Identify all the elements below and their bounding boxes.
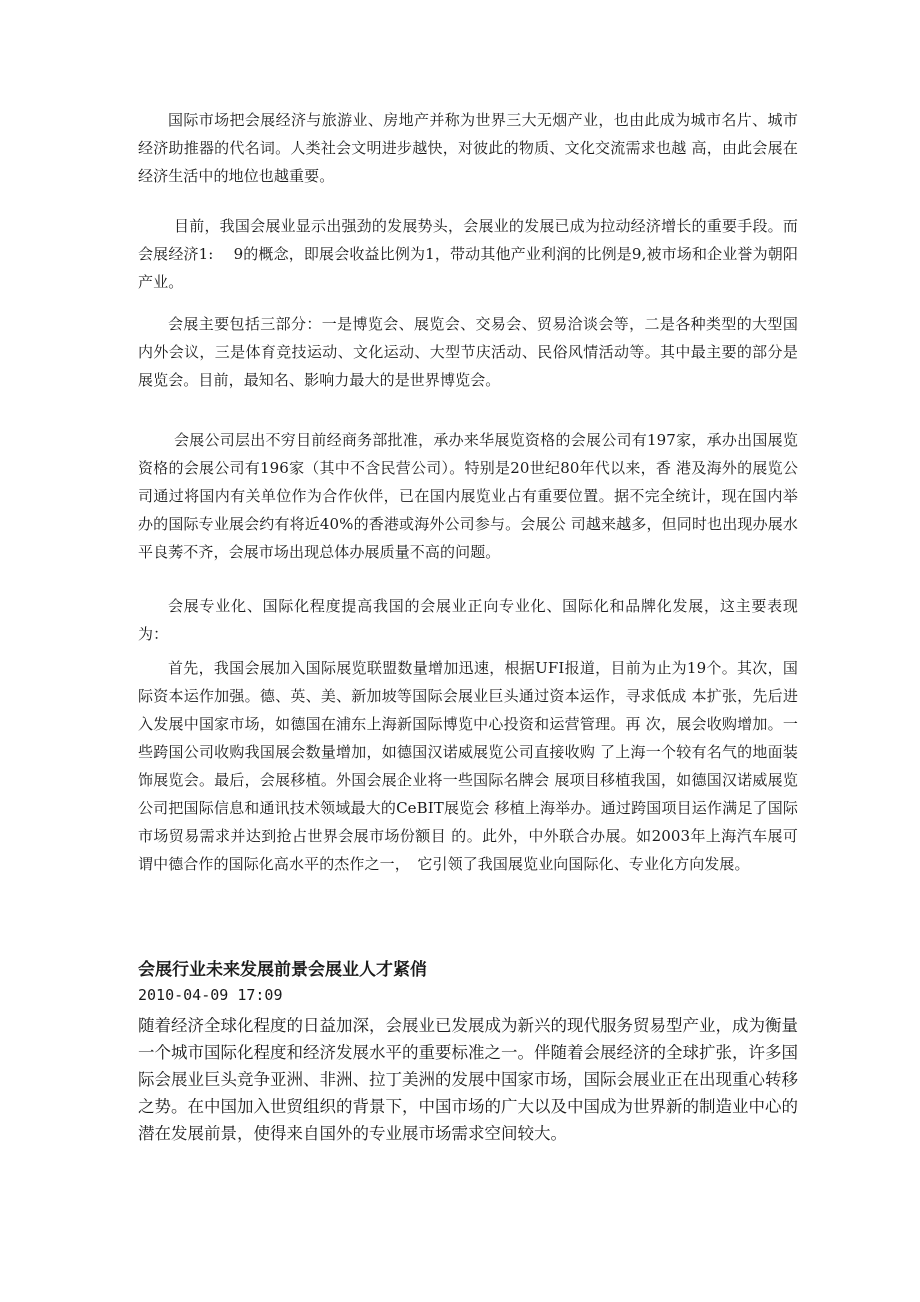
article-date: 2010-04-09 17:09 bbox=[138, 986, 283, 1004]
paragraph-exhibition-types: 会展主要包括三部分：一是博览会、展览会、交易会、贸易洽谈会等，二是各种类型的大型国内外会议，三是体育竞技运动、文化运动、大型节庆活动、民俗风情活动等。其中最主要的部分是展览会。目前，最知名、影响力最大的是世界博览会。 bbox=[138, 315, 798, 389]
article-body: 随着经济全球化程度的日益加深，会展业已发展成为新兴的现代服务贸易型产业，成为衡量一个城市国际化程度和经济发展水平的重要标准之一。伴随着会展经济的全球扩张，许多国际会展业巨头竞争亚洲、非洲、拉丁美洲的发展中国家市场，国际会展业正在出现重心转移之势。在中国加入世贸组织的背景下，中国市场的广大以及中国成为世界新的制造业中心的潜在发展前景，使得来自国外的专业展市场需求空间较大。 bbox=[138, 1016, 798, 1143]
paragraph-intro: 国际市场把会展经济与旅游业、房地产并称为世界三大无烟产业，也由此成为城市名片、城市经济助推器的代名词。人类社会文明进步越快，对彼此的物质、文化交流需求也越 高，由此会展在经济生活中的地位也越重要。 bbox=[138, 111, 798, 185]
paragraph-exhibition-companies: 会展公司层出不穷目前经商务部批准，承办来华展览资格的会展公司有197家，承办出国展览资格的会展公司有196家（其中不含民营公司）。特别是20世纪80年代以来，香 港及海外的展览公司通过将国内有关单位作为合作伙伴，已在国内展览业占有重要位置。据不完全统计，现在国内举办的国际专业展会约有将近40%的香港或海外公司参与。会展公 司越来越多，但同时也出现办展水平良莠不齐，会展市场出现总体办展质量不高的问题。 bbox=[138, 431, 798, 561]
article-title: 会展行业未来发展前景会展业人才紧俏 bbox=[138, 960, 427, 980]
paragraph-specialization: 会展专业化、国际化程度提高我国的会展业正向专业化、国际化和品牌化发展，这主要表现为： bbox=[138, 597, 798, 643]
paragraph-development-trend: 目前，我国会展业显示出强劲的发展势头，会展业的发展已成为拉动经济增长的重要手段。而会展经济1: 9的概念，即展会收益比例为1，带动其他产业利润的比例是9,被市场和企业誉为朝阳产业。 bbox=[138, 217, 798, 291]
paragraph-internationalization: 首先，我国会展加入国际展览联盟数量增加迅速，根据UFI报道，目前为止为19个。其次，国际资本运作加强。德、英、美、新加坡等国际会展业巨头通过资本运作，寻求低成 本扩张，先后进入发展中国家市场，如德国在浦东上海新国际博览中心投资和运营管理。再 次，展会收购增加。一些跨国公司收购我国展会数量增加，如德国汉诺威展览公司直接收购 了上海一个较有名气的地面装饰展览会。最后，会展移植。外国会展企业将一些国际名牌会 展项目移植我国，如德国汉诺威展览公司把国际信息和通讯技术领域最大的CeBIT展览会 移植上海举办。通过跨国项目运作满足了国际市场贸易需求并达到抢占世界会展市场份额目 的。此外，中外联合办展。如2003年上海汽车展可谓中德合作的国际化高水平的杰作之一， 它引领了我国展览业向国际化、专业化方向发展。 bbox=[138, 659, 798, 873]
